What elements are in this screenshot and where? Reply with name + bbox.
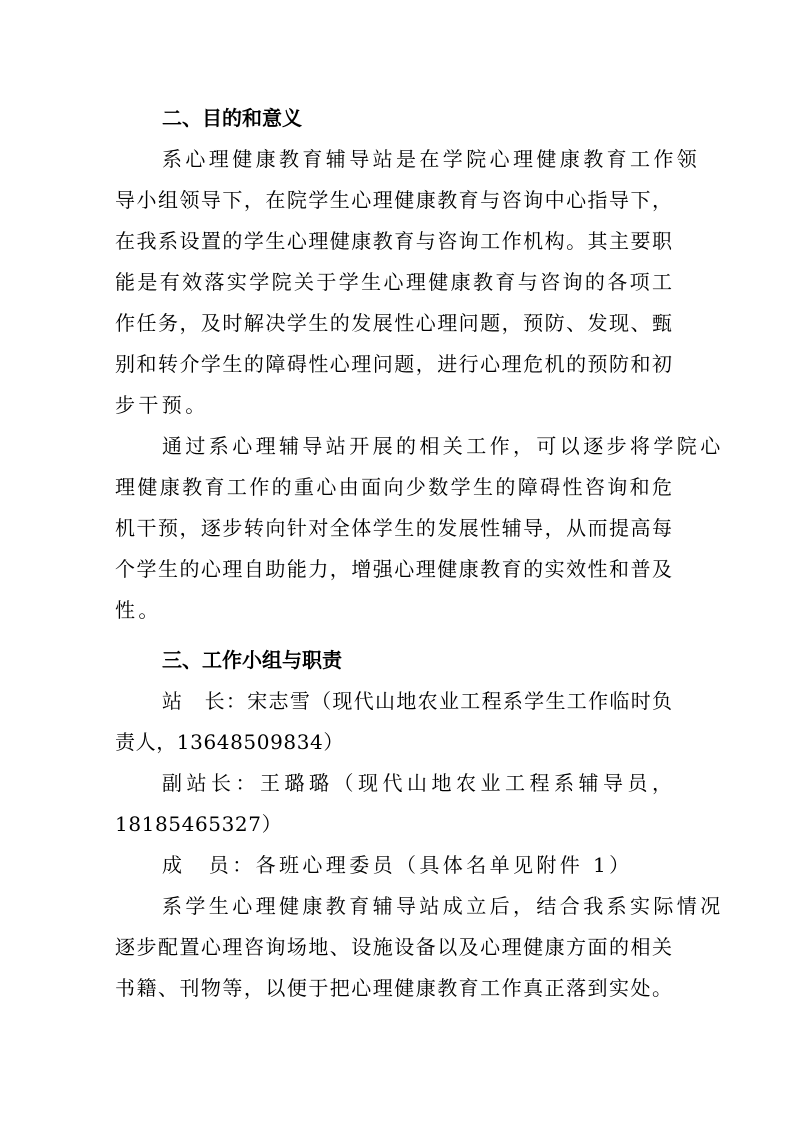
paragraph-line: 步干预。 — [115, 393, 209, 417]
members-line: 成 员：各班心理委员（具体名单见附件 1） — [162, 853, 633, 877]
paragraph-line: 作任务，及时解决学生的发展性心理问题，预防、发现、甄 — [115, 311, 672, 335]
paragraph-line: 书籍、刊物等，以便于把心理健康教育工作真正落到实处。 — [115, 976, 672, 1000]
station-head-line: 责人，13648509834） — [115, 730, 344, 754]
station-head-line: 站 长：宋志雪（现代山地农业工程系学生工作临时负 — [162, 689, 672, 713]
paragraph-line: 能是有效落实学院关于学生心理健康教育与咨询的各项工 — [115, 270, 672, 294]
paragraph-line: 别和转介学生的障碍性心理问题，进行心理危机的预防和初 — [115, 352, 672, 376]
paragraph-line: 通过系心理辅导站开展的相关工作，可以逐步将学院心 — [162, 434, 724, 458]
paragraph-line: 个学生的心理自助能力，增强心理健康教育的实效性和普及 — [115, 557, 672, 581]
paragraph-line: 系心理健康教育辅导站是在学院心理健康教育工作领 — [162, 147, 701, 171]
deputy-head-line: 18185465327） — [115, 812, 283, 836]
paragraph-line: 逐步配置心理咨询场地、设施设备以及心理健康方面的相关 — [115, 935, 672, 959]
paragraph-line: 在我系设置的学生心理健康教育与咨询工作机构。其主要职 — [115, 229, 672, 253]
paragraph-line: 导小组领导下，在院学生心理健康教育与咨询中心指导下， — [115, 188, 672, 212]
paragraph-line: 机干预，逐步转向针对全体学生的发展性辅导，从而提高每 — [115, 516, 672, 540]
paragraph-line: 理健康教育工作的重心由面向少数学生的障碍性咨询和危 — [115, 475, 672, 499]
paragraph-line: 系学生心理健康教育辅导站成立后，结合我系实际情况 — [162, 894, 724, 918]
section-heading-team: 三、工作小组与职责 — [162, 648, 342, 672]
section-heading-purpose: 二、目的和意义 — [162, 106, 302, 130]
paragraph-line: 性。 — [115, 598, 162, 622]
deputy-head-line: 副站长：王璐璐（现代山地农业工程系辅导员， — [162, 771, 672, 795]
